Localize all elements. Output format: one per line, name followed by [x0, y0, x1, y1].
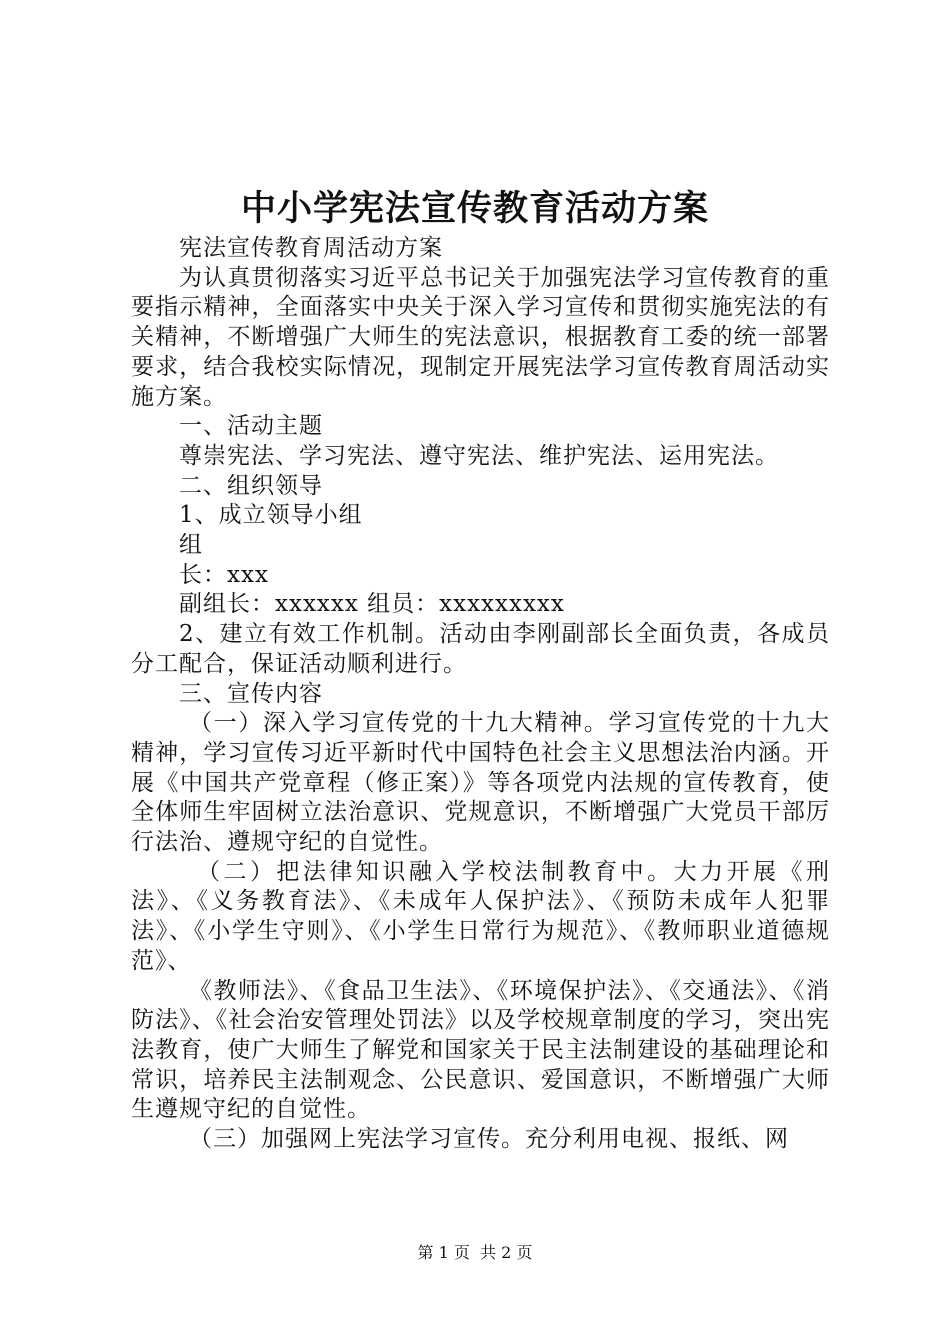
document-title: 中小学宪法宣传教育活动方案 — [240, 188, 709, 229]
content-item-1: （一）深入学习宣传党的十九大精神。学习宣传党的十九大精神，学习宣传习近平新时代中国特色社会主义思想法治内涵。开展《中国共产党章程（修正案）》等各项党内法规的宣传教育，使全体师生牢固树立法治意识、党规意识，不断增强广大党员干部厉行法治、遵规守纪的自觉性。 — [131, 710, 830, 856]
content-item-3: （三）加强网上宪法学习宣传。充分利用电视、报纸、网 — [189, 1126, 789, 1153]
section-heading-leadership: 二、组织领导 — [179, 472, 323, 499]
theme-paragraph: 尊崇宪法、学习宪法、遵守宪法、维护宪法、运用宪法。 — [179, 442, 779, 469]
document-body — [131, 234, 830, 1155]
deputy-members-line: 副组长：xxxxxx 组员：xxxxxxxxx — [179, 591, 565, 618]
content-item-2: （二）把法律知识融入学校法制教育中。大力开展《刑法》、《义务教育法》、《未成年人保护法》、《预防未成年人犯罪法》、《小学生守则》、《小学生日常行为规范》、《教师职业道德规范》、 — [131, 858, 830, 974]
content-item-2-continued: 《教师法》、《食品卫生法》、《环境保护法》、《交通法》、《消防法》、《社会治安管理处罚法》以及学校规章制度的学习，突出宪法教育，使广大师生了解党和国家关于民主法制建设的基础理论和常识，培养民主法制观念、公民意识、爱国意识，不断增强广大师生遵规守纪的自觉性。 — [131, 977, 830, 1123]
intro-paragraph: 为认真贯彻落实习近平总书记关于加强宪法学习宣传教育的重要指示精神，全面落实中央关于深入学习宣传和贯彻实施宪法的有关精神，不断增强广大师生的宪法意识，根据教育工委的统一部署要求，结合我校实际情况，现制定开展宪法学习宣传教育周活动实施方案。 — [131, 264, 830, 410]
section-heading-theme: 一、活动主题 — [179, 413, 323, 440]
leader-name-line: 长：xxx — [179, 561, 269, 588]
page-footer: 第 1 页 共 2 页 — [417, 1243, 533, 1262]
subtitle-paragraph: 宪法宣传教育周活动方案 — [179, 235, 443, 261]
leader-label-line: 组 — [179, 532, 203, 559]
leadership-item-1: 1、成立领导小组 — [179, 502, 363, 529]
section-heading-content: 三、宣传内容 — [179, 680, 323, 707]
leadership-item-2: 2、建立有效工作机制。活动由李刚副部长全面负责，各成员分工配合，保证活动顺利进行。 — [131, 621, 830, 677]
